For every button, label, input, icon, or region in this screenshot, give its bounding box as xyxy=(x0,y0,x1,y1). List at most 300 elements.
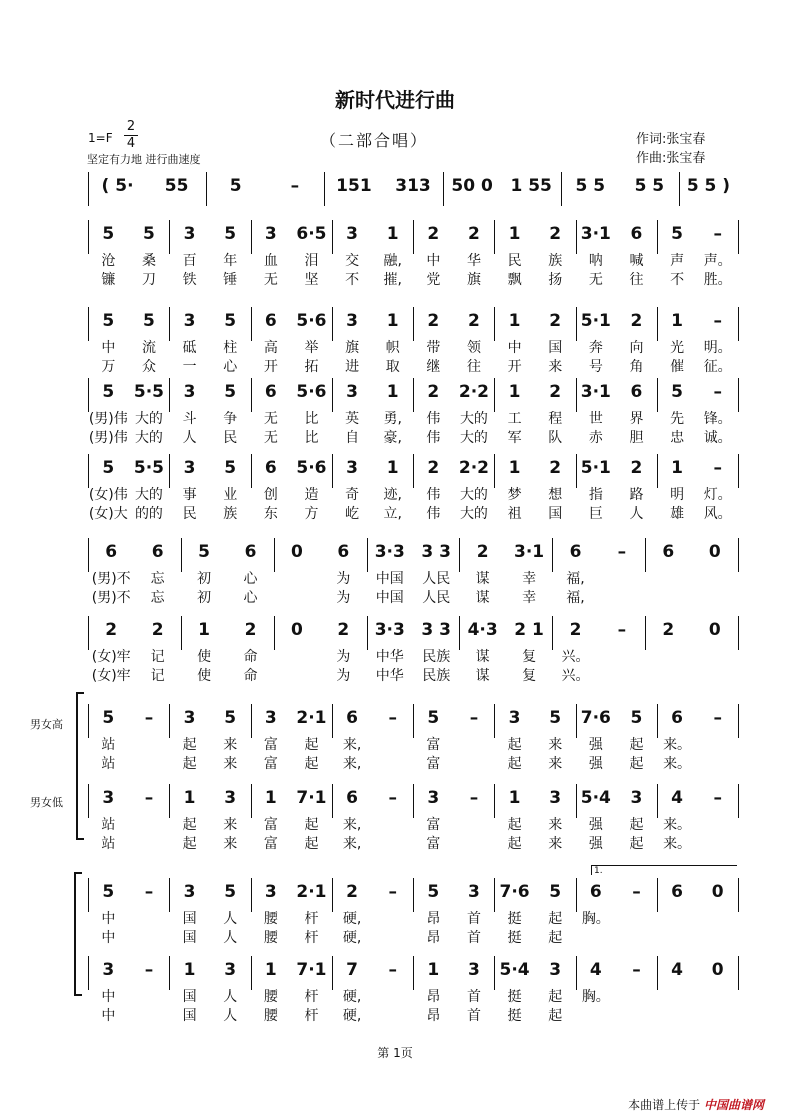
lyric-syllable: 世 xyxy=(588,411,603,427)
lyric-syllable: 谋 xyxy=(475,590,490,606)
barline xyxy=(738,956,739,990)
lyric-syllable: 旗 xyxy=(345,340,360,356)
lyric-line-1 xyxy=(88,250,738,270)
barline xyxy=(169,454,170,488)
note: – xyxy=(713,382,722,402)
lyric-syllable: 英 xyxy=(345,411,360,427)
lyric-syllable xyxy=(697,753,738,773)
note: 1 xyxy=(671,458,683,478)
barline xyxy=(88,172,89,206)
lyric-syllable: 人 xyxy=(223,911,238,927)
note: 5 xyxy=(224,458,237,478)
note: 5 xyxy=(224,882,237,902)
lyric-syllable: 比 xyxy=(304,430,319,446)
lyric-syllable: 中国 xyxy=(375,571,404,587)
barline xyxy=(88,704,89,738)
volta-bracket-start xyxy=(591,865,592,875)
lyric-line-2 xyxy=(88,356,738,376)
note: 1 xyxy=(508,788,521,808)
lyric-syllable: 起 xyxy=(629,756,644,772)
barline xyxy=(413,704,414,738)
lyric-syllable: 争 xyxy=(223,411,238,427)
note: 0 xyxy=(711,882,724,902)
lyric-line-2 xyxy=(88,269,738,289)
lyric-syllable xyxy=(454,814,495,834)
lyric-syllable: 征。 xyxy=(703,359,732,375)
note: 6 xyxy=(264,311,277,331)
lyric-syllable: 继 xyxy=(426,359,441,375)
note: 2 xyxy=(662,620,675,640)
lyric-syllable xyxy=(372,814,413,834)
lyric-syllable: 杆 xyxy=(304,930,319,946)
lyric-syllable: 交 xyxy=(345,253,360,269)
note: – xyxy=(144,960,154,980)
lyric-syllable: 昂 xyxy=(426,989,441,1005)
lyric-syllable: (男)伟 xyxy=(88,411,128,427)
lyric-syllable: 国 xyxy=(182,911,197,927)
lyric-syllable: 富 xyxy=(426,737,441,753)
lyric-syllable: 往 xyxy=(466,359,481,375)
barline xyxy=(169,704,170,738)
lyric-syllable xyxy=(454,734,495,754)
barline xyxy=(494,220,495,254)
lyric-syllable: 年 xyxy=(223,253,238,269)
note: – xyxy=(144,788,154,808)
barline xyxy=(169,878,170,912)
lyric-syllable: 昂 xyxy=(426,911,441,927)
upload-credit xyxy=(628,1096,764,1113)
lyric-line-2 xyxy=(88,927,738,947)
lyric-syllable: 中 xyxy=(101,340,116,356)
lyric-syllable: 豪, xyxy=(383,430,402,446)
lyric-syllable: 谋 xyxy=(475,668,490,684)
note: – xyxy=(713,788,722,808)
lyric-syllable: 军 xyxy=(507,430,522,446)
lyric-syllable xyxy=(129,734,170,754)
site-logo[interactable]: 中国曲谱网 xyxy=(703,1098,764,1112)
note: 6 xyxy=(589,882,602,902)
note: 1 xyxy=(183,960,196,980)
note: 1 xyxy=(183,788,196,808)
lyric-syllable: 呐 xyxy=(588,253,603,269)
lyric-syllable: 强 xyxy=(588,817,603,833)
lyric-syllable: 富 xyxy=(426,756,441,772)
lyric-syllable: 杆 xyxy=(304,911,319,927)
lyric-syllable: 不 xyxy=(345,272,360,288)
note: 5·4 xyxy=(499,960,530,980)
lyric-syllable: 心 xyxy=(223,359,238,375)
lyric-syllable: 锋。 xyxy=(703,411,732,427)
lyric-syllable xyxy=(129,753,170,773)
lyric-syllable xyxy=(645,665,691,685)
note: 5 5 ) xyxy=(686,176,731,196)
barline xyxy=(181,538,182,572)
note: 3 xyxy=(468,882,480,902)
group-label-low: 男女低 xyxy=(30,796,63,809)
score-subtitle: （二部合唱） xyxy=(320,131,429,150)
lyric-syllable: 幸 xyxy=(522,590,537,606)
lyric-syllable: 族 xyxy=(223,506,238,522)
note: 6 xyxy=(346,708,358,728)
note: 3·3 xyxy=(374,620,405,640)
barline xyxy=(169,307,170,341)
note: 2 xyxy=(151,620,164,640)
lyric-syllable: 胸。 xyxy=(581,911,610,927)
lyric-syllable: 万 xyxy=(101,359,116,375)
barline xyxy=(88,454,89,488)
lyric-syllable: 明。 xyxy=(703,340,732,356)
note: 5·6 xyxy=(296,458,327,478)
note: 6 xyxy=(346,788,358,808)
lyric-syllable: 民 xyxy=(507,253,522,269)
barline xyxy=(459,616,460,650)
lyric-syllable: 忠 xyxy=(670,430,685,446)
note: 3 xyxy=(183,458,196,478)
lyric-syllable: 一 xyxy=(182,359,197,375)
barline xyxy=(332,956,333,990)
lyric-syllable: 富 xyxy=(263,737,278,753)
lyric-syllable: 国 xyxy=(548,340,563,356)
lyric-syllable xyxy=(697,908,738,928)
note: 1 xyxy=(386,224,399,244)
barline xyxy=(443,172,444,206)
note: 5 xyxy=(102,882,115,902)
lyric-syllable: 起 xyxy=(507,836,522,852)
note: 1 55 xyxy=(510,176,552,196)
lyric-syllable: 站 xyxy=(101,756,116,772)
lyric-syllable: 来, xyxy=(342,817,362,833)
note: 2 xyxy=(549,458,562,478)
lyric-syllable xyxy=(697,734,738,754)
barline xyxy=(657,220,658,254)
lyric-syllable: 勇, xyxy=(383,411,402,427)
lyric-syllable: 沧 xyxy=(101,253,116,269)
lyric-line-1 xyxy=(88,646,738,666)
lyric-syllable: 来 xyxy=(548,817,563,833)
note: 3 xyxy=(183,224,196,244)
barline xyxy=(251,220,252,254)
lyric-syllable: 屹 xyxy=(345,506,360,522)
lyric-syllable: 雄 xyxy=(670,506,685,522)
lyric-syllable: 人 xyxy=(629,506,644,522)
tempo-marking: 坚定有力地 进行曲速度 xyxy=(87,153,201,166)
lyric-syllable: 东 xyxy=(263,506,278,522)
barline xyxy=(576,454,577,488)
meter-bottom: 4 xyxy=(126,136,136,151)
lyric-syllable: 首 xyxy=(466,911,481,927)
lyric-syllable: 来。 xyxy=(663,836,692,852)
lyric-syllable: 兴。 xyxy=(561,649,590,665)
lyric-syllable: 忘 xyxy=(150,590,165,606)
note: 5·4 xyxy=(580,788,611,808)
note: 2 xyxy=(346,882,358,902)
lyric-syllable: 来。 xyxy=(663,737,692,753)
barline xyxy=(169,378,170,412)
barline xyxy=(88,956,89,990)
note: 5 xyxy=(427,882,440,902)
lyric-line-1 xyxy=(88,484,738,504)
lyric-syllable: 喊 xyxy=(629,253,644,269)
lyric-syllable: 伟 xyxy=(426,487,441,503)
lyric-syllable: 硬, xyxy=(342,989,362,1005)
barline xyxy=(88,784,89,818)
lyric-syllable: 大的 xyxy=(459,411,488,427)
note: 2·1 xyxy=(296,882,327,902)
lyric-syllable xyxy=(129,908,170,928)
note: 3 xyxy=(264,708,277,728)
barline xyxy=(657,784,658,818)
lyric-syllable: 高 xyxy=(263,340,278,356)
lyric-syllable: 大的 xyxy=(134,411,163,427)
lyric-syllable: 人民 xyxy=(422,571,451,587)
lyric-line-2 xyxy=(88,833,738,853)
note: 5 xyxy=(224,708,237,728)
lyric-syllable xyxy=(599,665,645,685)
barline xyxy=(413,878,414,912)
lyric-syllable: 立, xyxy=(383,506,402,522)
note: – xyxy=(713,708,722,728)
lyric-syllable: 巨 xyxy=(588,506,603,522)
note: 2 1 xyxy=(514,620,544,640)
lyric-syllable: 富 xyxy=(263,817,278,833)
note-row xyxy=(88,542,738,562)
note: 2 xyxy=(337,620,350,640)
lyric-syllable: 为 xyxy=(336,590,351,606)
lyric-syllable: 来, xyxy=(342,737,362,753)
note: 5 xyxy=(102,708,115,728)
lyric-syllable: (男)不 xyxy=(91,590,131,606)
lyric-syllable: 挺 xyxy=(507,989,522,1005)
lyric-syllable xyxy=(692,568,738,588)
lyric-syllable: 镰 xyxy=(101,272,116,288)
lyric-syllable: 的的 xyxy=(134,506,163,522)
note: – xyxy=(388,708,397,728)
barline xyxy=(657,378,658,412)
barline xyxy=(576,784,577,818)
barline xyxy=(679,172,680,206)
volta-bracket xyxy=(591,865,737,866)
score-title: 新时代进行曲 xyxy=(335,88,455,112)
lyric-syllable: 中 xyxy=(101,911,116,927)
note: 3 xyxy=(224,788,237,808)
lyric-syllable: 福, xyxy=(566,571,585,587)
lyric-syllable: 起 xyxy=(629,737,644,753)
lyric-syllable: 带 xyxy=(426,340,441,356)
lyric-syllable: 百 xyxy=(182,253,197,269)
barline xyxy=(251,878,252,912)
lyric-syllable: 来 xyxy=(223,737,238,753)
lyric-syllable: 大的 xyxy=(459,430,488,446)
lyric-syllable: 中 xyxy=(101,989,116,1005)
lyric-syllable: 来 xyxy=(548,836,563,852)
barline xyxy=(576,378,577,412)
lyric-syllable: 诚。 xyxy=(703,430,732,446)
lyric-syllable: 首 xyxy=(466,989,481,1005)
final-brace xyxy=(74,872,82,996)
lyric-syllable: 队 xyxy=(548,430,563,446)
barline xyxy=(561,172,562,206)
note: 6 xyxy=(630,224,643,244)
note: 1 xyxy=(198,620,210,640)
note: 5 xyxy=(102,224,115,244)
lyric-syllable: 腰 xyxy=(263,930,278,946)
lyric-syllable: 中国 xyxy=(375,590,404,606)
barline xyxy=(738,378,739,412)
lyric-syllable xyxy=(274,646,320,666)
note: 1 xyxy=(386,382,399,402)
lyric-syllable: 起 xyxy=(304,756,319,772)
lyric-syllable: 伟 xyxy=(426,506,441,522)
lyric-syllable: 扬 xyxy=(548,272,563,288)
composer-credit: 作曲:张宝春 xyxy=(636,151,706,166)
note: 5 xyxy=(549,708,562,728)
barline xyxy=(657,956,658,990)
barline xyxy=(657,704,658,738)
lyric-syllable xyxy=(599,646,645,666)
note: – xyxy=(388,882,397,902)
note: 2 xyxy=(569,620,582,640)
note: 3 xyxy=(224,960,237,980)
note: 1 xyxy=(264,788,277,808)
lyric-syllable: 奇 xyxy=(345,487,360,503)
lyric-syllable xyxy=(616,908,657,928)
barline xyxy=(645,616,646,650)
note: 5·6 xyxy=(296,311,327,331)
lyric-syllable: 人民 xyxy=(422,590,451,606)
lyric-syllable: 来。 xyxy=(663,756,692,772)
note: 3·3 xyxy=(374,542,405,562)
lyric-syllable: 强 xyxy=(588,756,603,772)
barline xyxy=(324,172,325,206)
note: 3 xyxy=(264,224,277,244)
lyric-syllable: 党 xyxy=(426,272,441,288)
lyric-syllable: 业 xyxy=(223,487,238,503)
lyric-syllable: 起 xyxy=(548,1008,563,1024)
meter-divider xyxy=(124,135,138,136)
note: 5 xyxy=(198,542,210,562)
barline xyxy=(552,538,553,572)
lyric-syllable: 富 xyxy=(426,817,441,833)
note: 3 xyxy=(549,788,562,808)
lyric-syllable: 旗 xyxy=(466,272,481,288)
lyric-syllable xyxy=(657,908,698,928)
barline xyxy=(332,878,333,912)
lyric-syllable: 富 xyxy=(426,836,441,852)
note: 5 xyxy=(671,382,683,402)
note: 3 xyxy=(102,960,115,980)
note: 3 xyxy=(346,311,358,331)
note: 5 xyxy=(671,224,683,244)
note: 7·6 xyxy=(499,882,530,902)
lyric-syllable xyxy=(599,568,645,588)
barline xyxy=(576,220,577,254)
lyric-syllable xyxy=(692,646,738,666)
lyric-syllable xyxy=(645,587,691,607)
lyric-syllable xyxy=(616,927,657,947)
lyric-syllable: 起 xyxy=(182,817,197,833)
lyric-syllable xyxy=(372,734,413,754)
barline xyxy=(88,538,89,572)
note: 3 xyxy=(549,960,562,980)
lyric-line-1 xyxy=(88,408,738,428)
note: 1 xyxy=(508,224,521,244)
barline xyxy=(494,307,495,341)
lyric-syllable: 硬, xyxy=(342,911,362,927)
barline xyxy=(206,172,207,206)
lyric-syllable: 为 xyxy=(336,649,351,665)
lyric-line-1 xyxy=(88,337,738,357)
lyric-syllable xyxy=(129,986,170,1006)
lyric-syllable: 起 xyxy=(507,737,522,753)
lyric-syllable: 富 xyxy=(263,756,278,772)
lyric-line-2 xyxy=(88,427,738,447)
lyric-syllable xyxy=(274,587,320,607)
lyric-syllable xyxy=(129,927,170,947)
lyric-syllable: 明 xyxy=(670,487,685,503)
note: 5·5 xyxy=(133,382,164,402)
lyric-syllable: 首 xyxy=(466,1008,481,1024)
barline xyxy=(367,616,368,650)
note: 6 xyxy=(630,382,643,402)
note: 2 xyxy=(468,311,480,331)
note: 2·1 xyxy=(296,708,327,728)
barline xyxy=(645,538,646,572)
note: 3 3 xyxy=(421,620,451,640)
barline xyxy=(657,878,658,912)
barline xyxy=(552,616,553,650)
lyric-syllable: 使 xyxy=(197,668,212,684)
choir-brace xyxy=(76,692,84,840)
note: 0 xyxy=(711,960,724,980)
note: 6·5 xyxy=(296,224,327,244)
lyric-syllable: 拓 xyxy=(304,359,319,375)
lyric-syllable: 领 xyxy=(466,340,481,356)
lyric-syllable: 腰 xyxy=(263,911,278,927)
barline xyxy=(367,538,368,572)
lyric-syllable: 血 xyxy=(263,253,278,269)
lyric-syllable: 来 xyxy=(223,836,238,852)
lyric-syllable: 起 xyxy=(182,756,197,772)
note: 3 xyxy=(427,788,440,808)
barline xyxy=(181,616,182,650)
lyric-syllable: 想 xyxy=(548,487,563,503)
note: 5 5 xyxy=(634,176,665,196)
lyric-syllable: 锤 xyxy=(223,272,238,288)
barline xyxy=(494,378,495,412)
lyric-syllable xyxy=(129,814,170,834)
lyric-syllable: 梦 xyxy=(507,487,522,503)
note: 4·3 xyxy=(467,620,498,640)
lyric-syllable xyxy=(657,986,698,1006)
lyric-syllable: 硬, xyxy=(342,1008,362,1024)
lyric-syllable xyxy=(372,753,413,773)
barline xyxy=(332,784,333,818)
note: 6 xyxy=(337,542,350,562)
lyric-syllable: (男)伟 xyxy=(88,430,128,446)
lyric-syllable xyxy=(576,927,617,947)
barline xyxy=(251,784,252,818)
lyric-syllable: 往 xyxy=(629,272,644,288)
lyric-syllable: 大的 xyxy=(134,487,163,503)
lyric-syllable: 站 xyxy=(101,817,116,833)
lyric-syllable: 号 xyxy=(588,359,603,375)
barline xyxy=(332,454,333,488)
lyric-syllable xyxy=(274,665,320,685)
lyric-syllable: 比 xyxy=(304,411,319,427)
barline xyxy=(169,784,170,818)
note: 7·1 xyxy=(296,788,327,808)
lyric-line-1 xyxy=(88,568,738,588)
